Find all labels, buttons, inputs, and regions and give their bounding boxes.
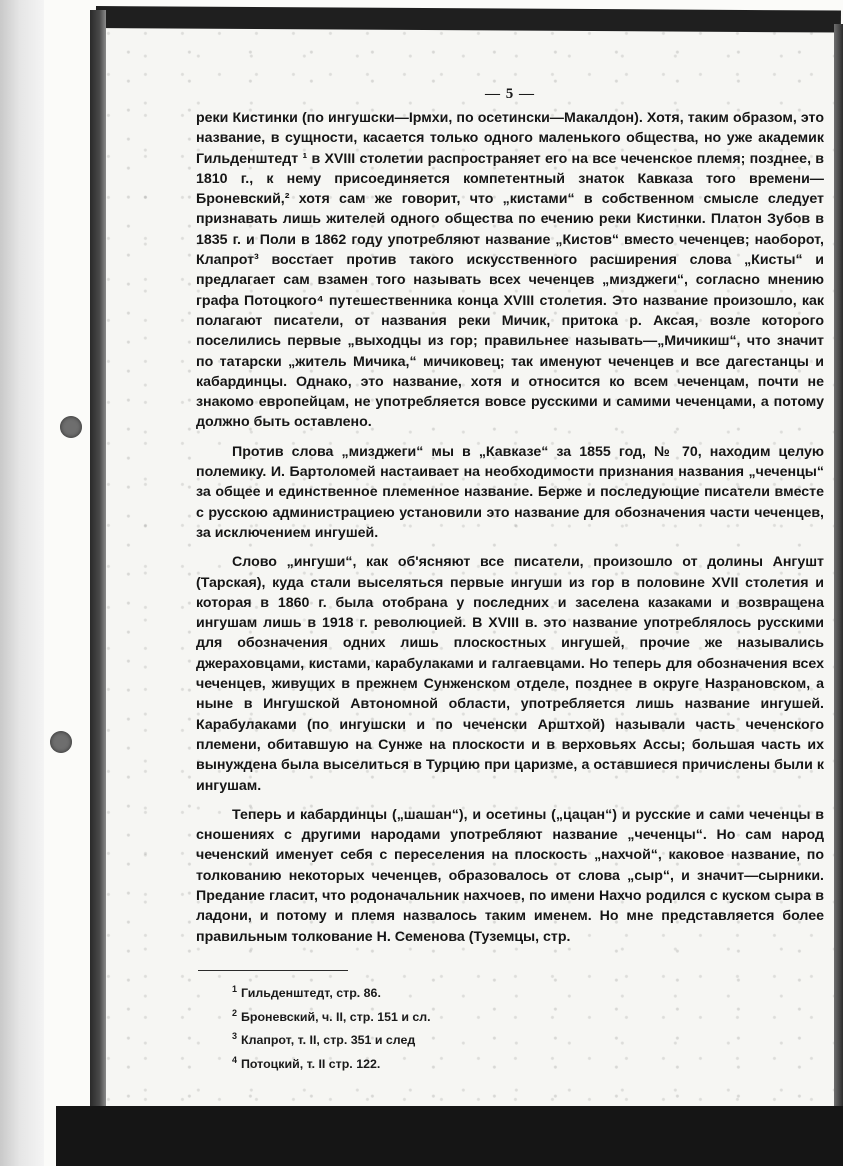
scan-bottom-shadow xyxy=(56,1106,843,1166)
footnote-text: Броневский, ч. II, стр. 151 и сл. xyxy=(241,1009,431,1024)
punch-hole-top xyxy=(60,416,82,438)
scan-right-shadow xyxy=(834,24,843,1144)
footnote-mark: 3 xyxy=(232,1031,238,1042)
paragraph: реки Кистинки (по ингушски—Ӏрмхи, по осетински—Макалдон). Хотя, таким образом, это название, в сущности, касается только одного маленького общества, но уже академик Гильденштедт ¹ в XVIII столетии распространяет его на все чеченское племя; позднее, в 1810 г., к нему присоединяется компетентный знаток Кавказа того времени—Броневский,² хотя сам же говорит, что „кистами“ в собственном смысле следует признавать лишь жителей одного общества по ечению реки Кистинки. Платон Зубов в 1835 г. и Поли в 1862 году употребляют название „Кистов“ вместо чеченцев; наоборот, Клапрот³ восстает против такого искусственного расширения слова „Кисты“ и предлагает сам взамен того называть всех чеченцев „мизджеги“, согласно мнению графа Потоцкого⁴ путешественника конца XVIII столетия. Это название произошло, как полагают писатели, от названия реки Мичик, притока р. Аксая, возле которого поселились первые „выходцы из гор; правильнее называть—„Мичикиш“, что значит по татарски „житель Мичика,“ мичиковец; так именуют чеченцев и все дагестанцы и кабардинцы. Однако, это название, хотя и относится ко всем чеченцам, почти не знакомо европейцам, не употребляется вовсе русскими и самими чеченцами, а потому должно быть оставлено. xyxy=(196,110,824,431)
scan-top-shadow xyxy=(96,6,841,33)
paragraph: Слово „ингуши“, как об'ясняют все писатели, произошло от долины Ангушт (Тарская), куда стали выселяться первые ингуши из гор в половине XVII столетия и которая в 1860 г. была отобрана у последних и заселена казаками и возвращена ингушам лишь в 1918 г. революцией. В XVIII в. это название употреблялось русскими для обозначения одних лишь плоскостных ингушей, прочие же назывались джераховцами, кистами, карабулаками и галгаевцами. Но теперь для обозначения всех чеченцев, живущих в прежнем Сунженском отделе, позднее в округе Назрановском, а ныне в Ингушской Автономной области, употребляется лишь название ингушей. Карабулаками (по ингушски и по чеченски Арштхой) называли часть чеченского племени, обитавшую на Сунже на плоскости и в верховьях Ассы; большая часть их вынуждена была выселиться в Турцию при царизме, а оставшиеся причислены были к ингушам. xyxy=(196,554,824,794)
body-text xyxy=(196,108,824,947)
footnote-divider xyxy=(198,970,348,971)
footnote xyxy=(232,1004,652,1028)
footnotes xyxy=(232,980,652,1075)
footnote-text: Клапрот, т. II, стр. 351 и след xyxy=(241,1033,416,1048)
scan-left-shadow xyxy=(90,10,106,1160)
footnote-mark: 2 xyxy=(232,1007,238,1018)
footnote-text: Потоцкий, т. II стр. 122. xyxy=(241,1057,381,1072)
footnote xyxy=(232,980,652,1004)
paragraph: Теперь и кабардинцы („шашан“), и осетины („цацан“) и русские и сами чеченцы в сношениях с другими народами употребляют название „чеченцы“. Но сам народ чеченский именует себя с переселения на плоскость „нахчой“, каковое название, по толкованию некоторых чеченцев, образовалось от слова „сыр“, и значит—сырники. Предание гласит, что родоначальник нахчоев, по имени Нахчо родился с куском сыра в ладони, и потому и племя назвалось таким именем. Но мне представляется более правильным толкование Н. Семенова (Туземцы, стр. xyxy=(196,806,824,945)
footnote-mark: 1 xyxy=(232,984,238,994)
page-number: — 5 — xyxy=(485,86,535,102)
footnote-mark: 4 xyxy=(232,1055,238,1066)
footnote xyxy=(232,1051,652,1075)
footnote xyxy=(232,1027,652,1051)
footnote-text: Гильденштедт, стр. 86. xyxy=(241,986,381,1001)
paragraph: Против слова „мизджеги“ мы в „Кавказе“ за 1855 год, № 70, находим целую полемику. И. Бартоломей настаивает на необходимости признания названия „чеченцы“ за общее и единственное племенное название. Берже и последующие писатели вместе с русскою администрациею установили это название для обозначения части чеченцев, за исключением ингушей. xyxy=(196,443,824,541)
punch-hole-bottom xyxy=(50,731,72,753)
page-left-margin xyxy=(0,0,44,1166)
